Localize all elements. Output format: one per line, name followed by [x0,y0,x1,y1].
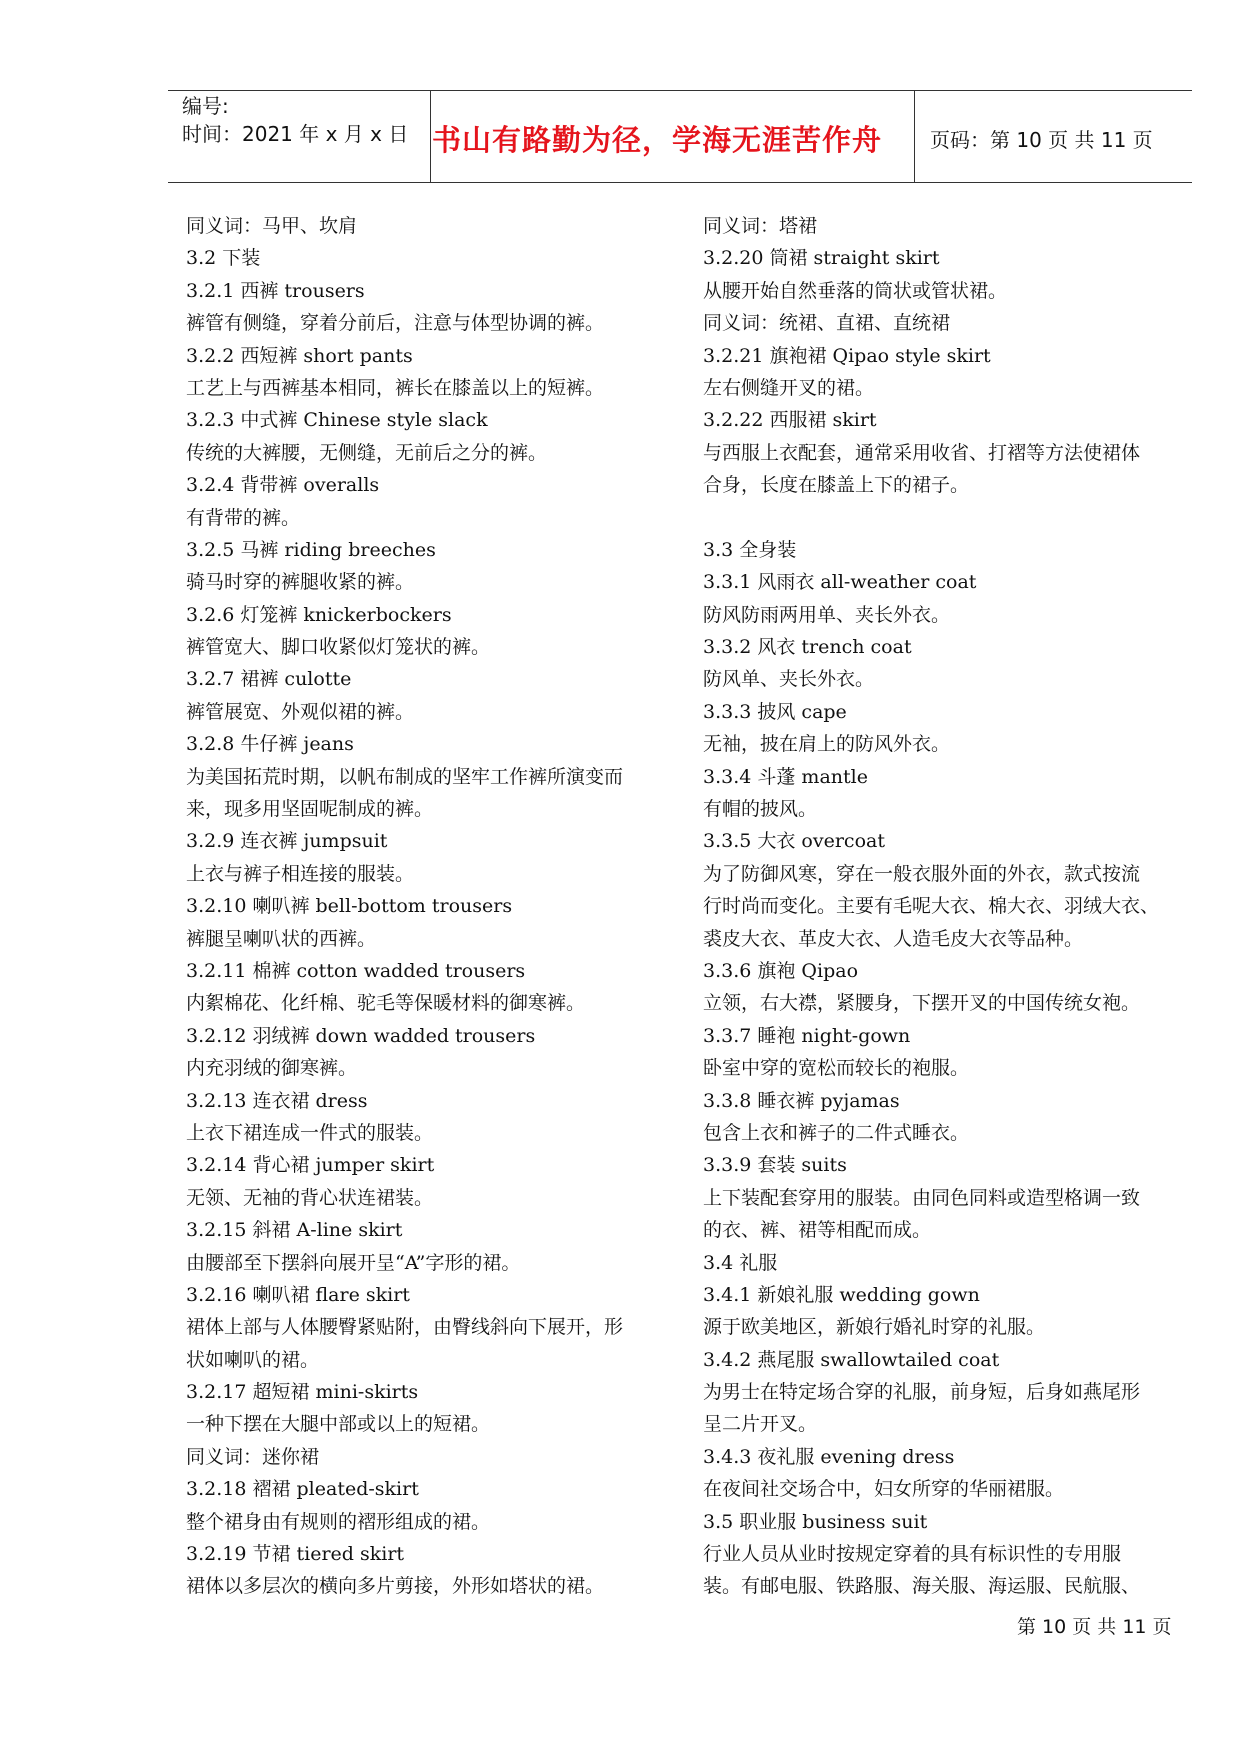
text-line: 上衣与裤子相连接的服装。 [186,862,415,885]
text-line: 裤管展宽、外观似裙的裤。 [186,700,415,723]
header-divider-left [430,90,431,182]
text-line: 裤腿呈喇叭状的西裤。 [186,927,377,950]
text-line: 3.3.1 风雨衣 all-weather coat [703,571,977,594]
text-line: 包含上衣和裤子的二件式睡衣。 [703,1121,970,1144]
text-line: 裤管有侧缝，穿着分前后，注意与体型协调的裤。 [186,312,605,335]
text-line: 同义词：马甲、坎肩 [186,215,358,237]
text-line: 裙体上部与人体腰臀紧贴附，由臀线斜向下展开，形 [186,1316,624,1339]
text-line: 传统的大裤腰，无侧缝，无前后之分的裤。 [186,441,548,464]
text-line: 立领，右大襟，紧腰身，下摆开叉的中国传统女袍。 [703,992,1141,1015]
text-line: 在夜间社交场合中，妇女所穿的华丽裙服。 [703,1478,1065,1501]
text-line: 上衣下裙连成一件式的服装。 [186,1121,434,1144]
text-line: 3.5 职业服 business suit [703,1510,928,1533]
header-page-number: 页码：第 10 页 共 11 页 [930,128,1153,152]
document-number-label: 编号: [182,94,229,118]
text-line: 呈二片开叉。 [703,1413,818,1436]
text-line: 3.4.1 新娘礼服 wedding gown [703,1283,980,1306]
text-line: 3.2.9 连衣裤 jumpsuit [186,830,388,853]
text-line: 状如喇叭的裙。 [186,1348,320,1371]
text-line: 为了防御风寒，穿在一般衣服外面的外衣，款式按流 [703,862,1141,885]
text-line: 卧室中穿的宽松而较长的袍服。 [703,1057,970,1080]
text-line: 防风单、夹长外衣。 [703,668,875,691]
text-line: 内絮棉花、化纤棉、驼毛等保暖材料的御寒裤。 [186,992,586,1015]
text-line: 同义词：统裙、直裙、直统裙 [703,312,951,335]
text-line: 3.2.21 旗袍裙 Qipao style skirt [703,344,991,367]
text-line: 3.2.19 节裙 tiered skirt [186,1543,405,1566]
text-line: 3.3.5 大衣 overcoat [703,830,885,853]
text-line: 3.2.10 喇叭裤 bell-bottom trousers [186,895,513,918]
text-line: 3.2.18 褶裙 pleated-skirt [186,1478,419,1501]
text-line: 来，现多用坚固呢制成的裤。 [186,798,434,821]
text-line: 行业人员从业时按规定穿着的具有标识性的专用服 [703,1543,1122,1566]
text-line: 为美国拓荒时期，以帆布制成的坚牢工作裤所演变而 [186,765,624,788]
text-line: 3.2.11 棉裤 cotton wadded trousers [186,959,526,982]
text-line: 有背带的裤。 [186,506,301,529]
text-line: 3.3.7 睡袍 night-gown [703,1024,911,1047]
text-line: 3.2.12 羽绒裤 down wadded trousers [186,1024,536,1047]
text-line: 裙体以多层次的横向多片剪接，外形如塔状的裙。 [186,1575,605,1598]
text-line: 3.4.2 燕尾服 swallowtailed coat [703,1348,1000,1371]
right-column [703,210,1203,1603]
text-line: 一种下摆在大腿中部或以上的短裙。 [186,1413,491,1436]
text-line: 同义词：塔裙 [703,215,818,237]
text-line: 源于欧美地区，新娘行婚礼时穿的礼服。 [703,1316,1046,1339]
text-line: 工艺上与西裤基本相同，裤长在膝盖以上的短裤。 [186,376,605,399]
text-line: 防风防雨两用单、夹长外衣。 [703,603,951,626]
text-line: 3.2.13 连衣裙 dress [186,1089,368,1112]
text-line: 3.2.2 西短裤 short pants [186,344,413,367]
text-line: 裘皮大衣、革皮大衣、人造毛皮大衣等品种。 [703,927,1084,950]
text-line: 同义词：迷你裙 [186,1445,320,1468]
text-line: 有帽的披风。 [703,798,818,821]
text-line: 无袖，披在肩上的防风外衣。 [703,733,951,756]
text-line: 3.2.5 马裤 riding breeches [186,538,436,561]
text-line: 骑马时穿的裤腿收紧的裤。 [186,571,415,594]
header-top-rule [168,90,1192,91]
text-line: 3.2.15 斜裙 A-line skirt [186,1219,403,1242]
text-line: 与西服上衣配套，通常采用收省、打褶等方法使裙体 [703,441,1141,464]
text-line: 3.3 全身装 [703,538,797,561]
text-line [703,502,1203,534]
header-divider-right [914,90,915,182]
text-line: 内充羽绒的御寒裤。 [186,1057,358,1080]
text-line: 3.3.4 斗蓬 mantle [703,765,868,788]
footer-page-number: 第 10 页 共 11 页 [1017,1616,1172,1638]
text-line: 由腰部至下摆斜向展开呈“A”字形的裙。 [186,1251,521,1274]
header-meta [182,92,408,148]
text-line: 3.2.7 裙裤 culotte [186,668,352,691]
text-line: 3.2.8 牛仔裤 jeans [186,733,354,756]
text-line: 3.4 礼服 [703,1251,778,1274]
text-line: 3.2.22 西服裙 skirt [703,409,877,432]
text-line: 整个裙身由有规则的褶形组成的裙。 [186,1510,491,1533]
text-line: 3.2.17 超短裙 mini-skirts [186,1381,419,1404]
text-line: 3.3.3 披风 cape [703,700,847,723]
text-line: 装。有邮电服、铁路服、海关服、海运服、民航服、 [703,1575,1141,1598]
text-line: 3.2.14 背心裙 jumper skirt [186,1154,435,1177]
text-line: 上下装配套穿用的服装。由同色同料或造型格调一致 [703,1186,1141,1209]
text-line: 3.2.4 背带裤 overalls [186,474,380,497]
header-motto: 书山有路勤为径，学海无涯苦作舟 [432,123,883,157]
text-line: 从腰开始自然垂落的筒状或管状裙。 [703,279,1008,302]
text-line: 3.2.3 中式裤 Chinese style slack [186,409,488,432]
text-line: 3.2.16 喇叭裙 flare skirt [186,1283,410,1306]
text-line: 3.3.9 套装 suits [703,1154,847,1177]
text-line: 裤管宽大、脚口收紧似灯笼状的裤。 [186,636,491,659]
text-line: 3.4.3 夜礼服 evening dress [703,1445,955,1468]
text-line: 3.2.20 筒裙 straight skirt [703,247,940,270]
text-line: 3.2.1 西裤 trousers [186,279,365,302]
text-line: 3.3.2 风衣 trench coat [703,636,912,659]
text-line: 合身，长度在膝盖上下的裙子。 [703,474,970,497]
text-line: 无领、无袖的背心状连裙装。 [186,1186,434,1209]
header-bottom-rule [168,182,1192,183]
left-column [186,210,686,1603]
text-line: 3.3.6 旗袍 Qipao [703,959,859,982]
text-line: 3.2.6 灯笼裤 knickerbockers [186,603,452,626]
text-line: 左右侧缝开叉的裙。 [703,376,875,399]
text-line: 为男士在特定场合穿的礼服，前身短，后身如燕尾形 [703,1381,1141,1404]
document-time-label: 时间：2021 年 x 月 x 日 [182,122,409,146]
text-line: 行时尚而变化。主要有毛呢大衣、棉大衣、羽绒大衣、 [703,895,1160,918]
text-line: 3.3.8 睡衣裤 pyjamas [703,1089,900,1112]
text-line: 3.2 下装 [186,247,261,270]
text-line: 的衣、裤、裙等相配而成。 [703,1219,932,1242]
